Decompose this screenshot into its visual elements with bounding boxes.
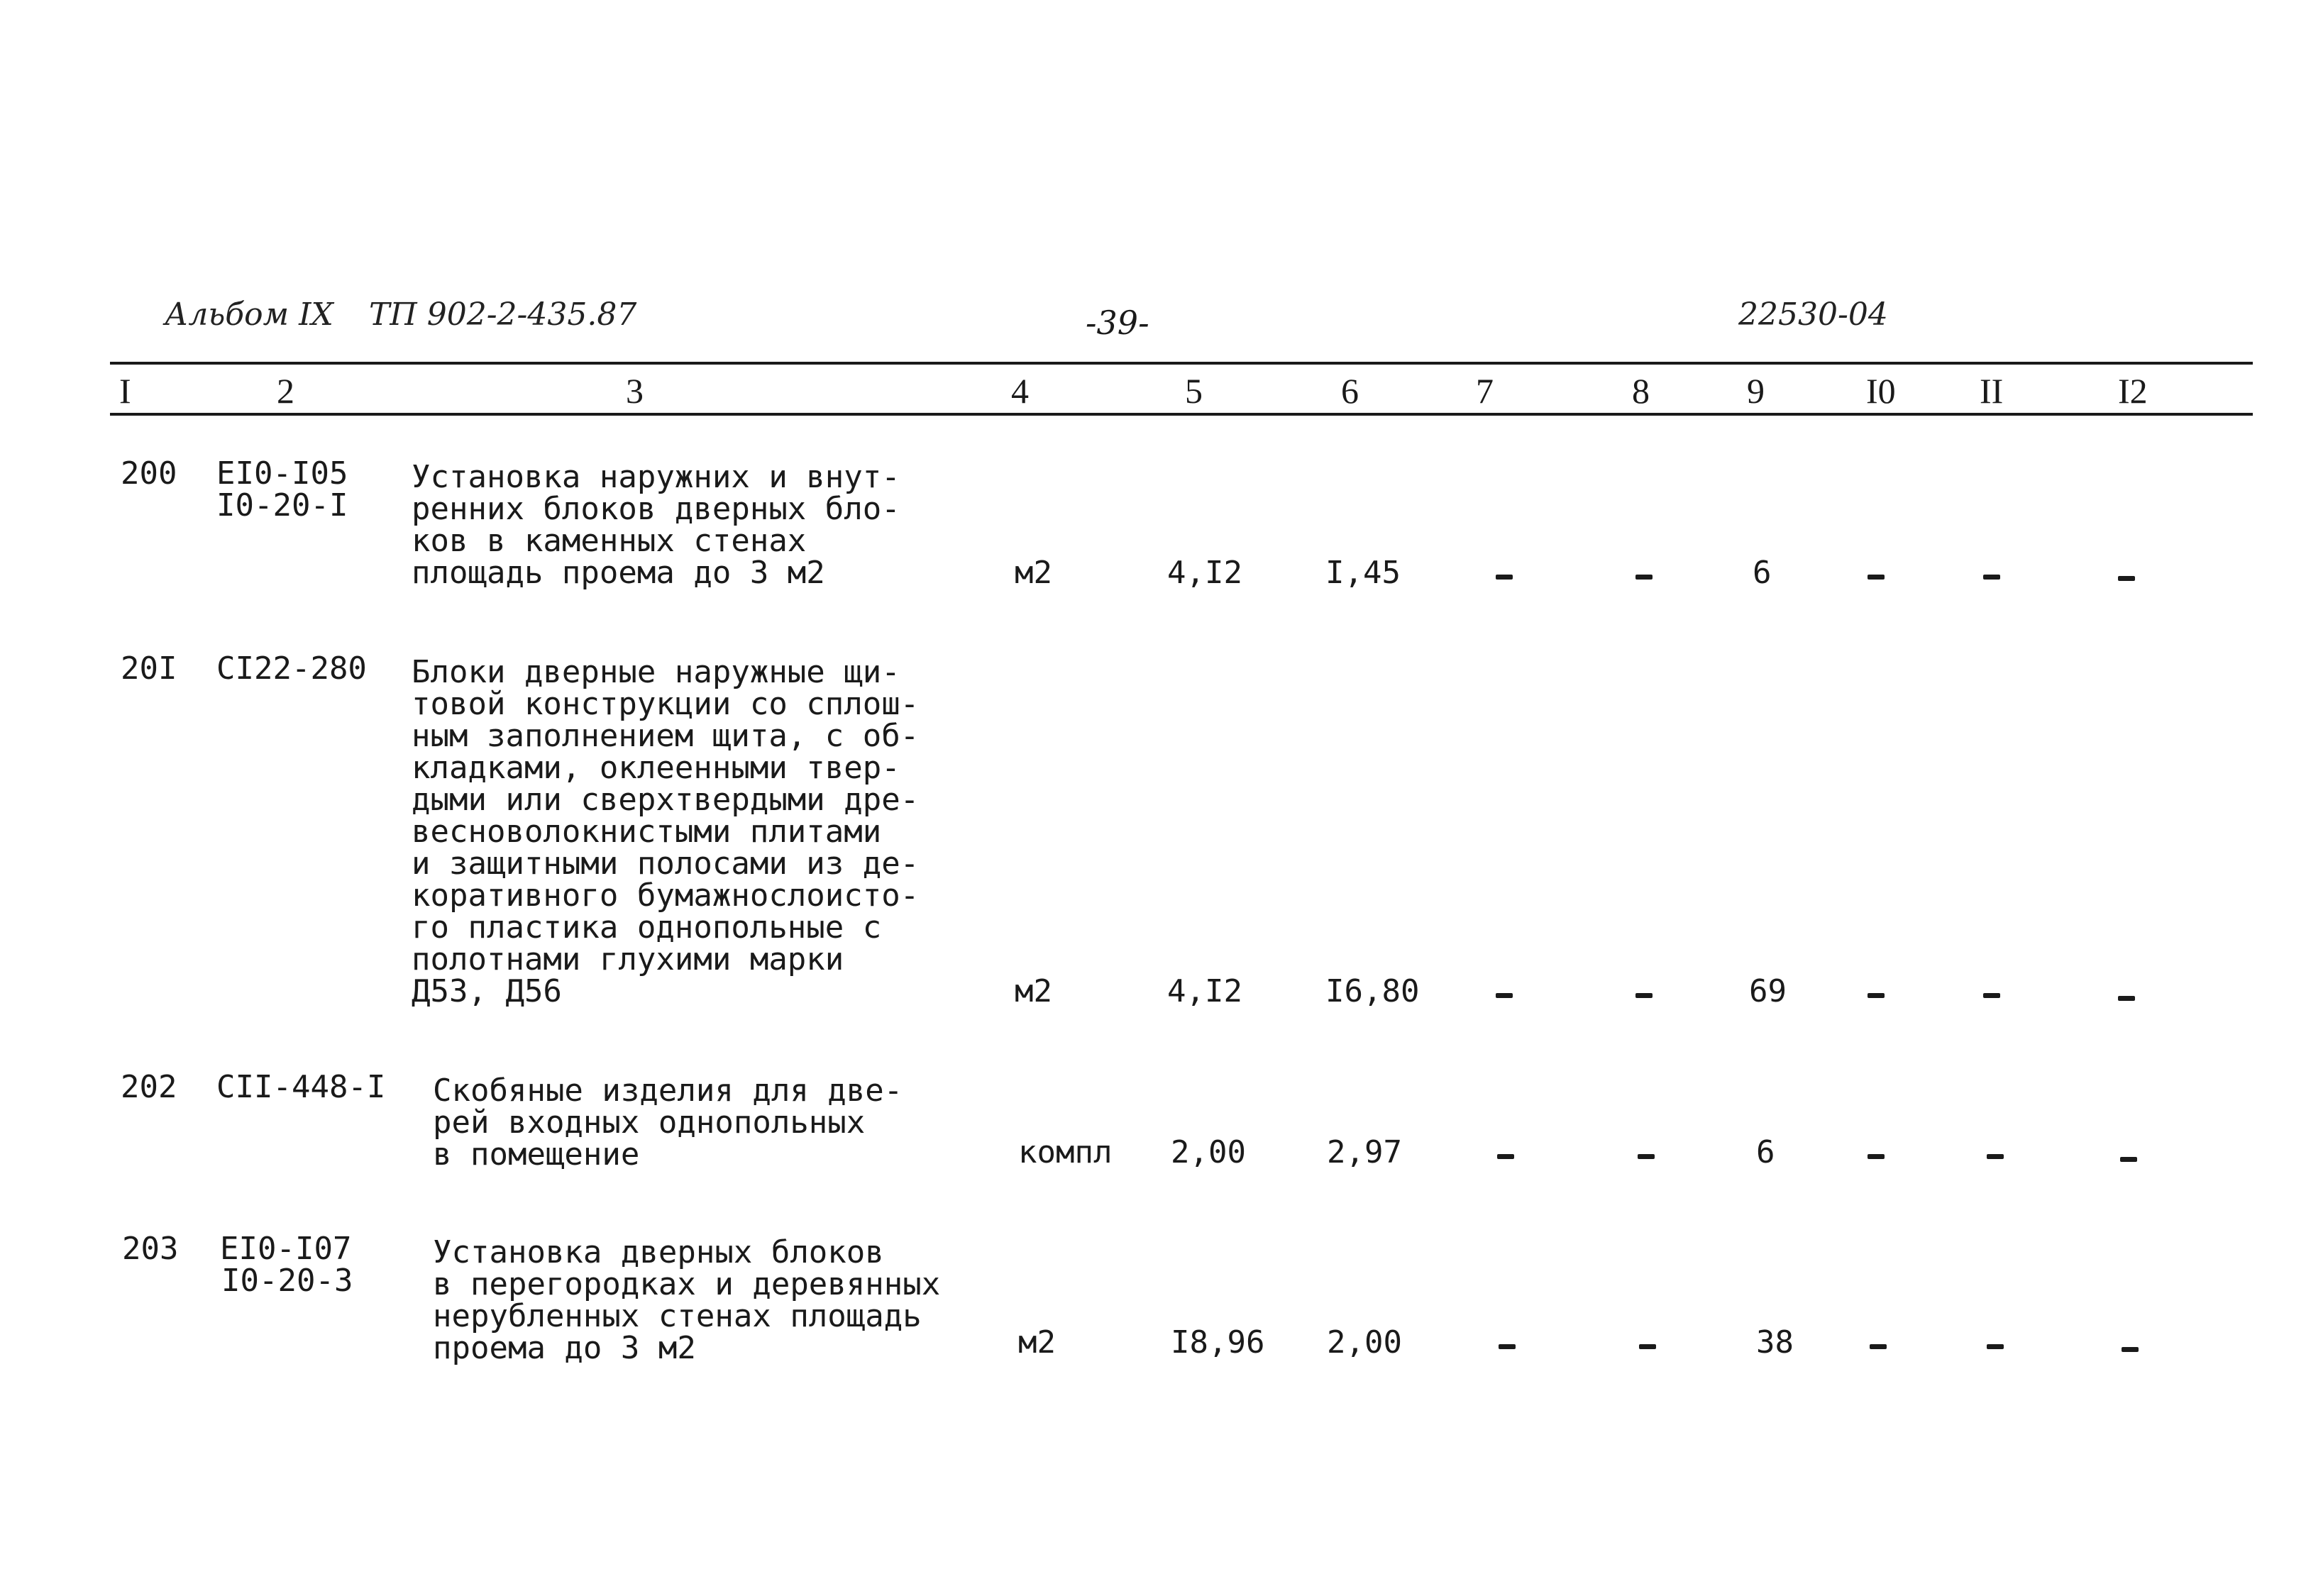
row-col11-dash (1983, 575, 2000, 580)
row-col6-value: 2,97 (1327, 1134, 1402, 1170)
row-col10-dash (1868, 993, 1885, 998)
row-description: Установка дверных блоков в перегородках и деревянных нерубленных стенах площадь проема до 3 м2 (433, 1234, 941, 1366)
row-col10-dash (1868, 1154, 1885, 1159)
column-header-5: 5 (1185, 371, 1203, 411)
row-code: I0-20-3 (221, 1263, 353, 1299)
header-bottom-rule (110, 413, 2253, 416)
row-unit: компл (1018, 1134, 1113, 1170)
row-col11-dash (1987, 1344, 2004, 1349)
column-header-6: 6 (1341, 371, 1359, 411)
row-description: Блоки дверные наружные щи- товой конструкции со сплош- ным заполнением щита, с об- кладками, оклеенными твер- дыми или сверхтвердыми дре- весноволокнистыми плитами и защитными полосами из де- коративного бумажнослоисто- го пластика однопольные с полотнами глухими марки Д53, Д56 (412, 654, 920, 1009)
row-unit: м2 (1015, 973, 1052, 1009)
row-number: 202 (121, 1069, 177, 1105)
row-col12-dash (2118, 996, 2135, 1001)
column-header-9: 9 (1747, 371, 1765, 411)
row-col6-value: I6,80 (1325, 973, 1420, 1009)
row-description: Установка наружних и внут- ренних блоков дверных бло- ков в каменных стенах площадь проема до 3 м2 (412, 459, 900, 591)
document-code: 22530-04 (1738, 297, 1888, 333)
page-number: -39- (1086, 304, 1149, 342)
row-col9-value: 6 (1753, 555, 1772, 591)
row-col6-value: 2,00 (1327, 1324, 1402, 1361)
row-code: EI0-I05 (216, 455, 348, 492)
top-rule (110, 362, 2253, 365)
row-col9-value: 38 (1756, 1324, 1794, 1361)
row-col11-dash (1987, 1154, 2004, 1159)
album-label: Альбом IX (165, 297, 333, 333)
row-number: 203 (122, 1231, 179, 1267)
column-header-2: 2 (277, 371, 294, 411)
row-code: EI0-I07 (220, 1231, 352, 1267)
row-col9-value: 6 (1756, 1134, 1775, 1170)
column-header-4: 4 (1011, 371, 1029, 411)
row-col5-value: I8,96 (1171, 1324, 1265, 1361)
row-code: CII-448-I (216, 1069, 386, 1105)
row-col5-value: 4,I2 (1167, 973, 1242, 1009)
row-unit: м2 (1018, 1324, 1056, 1361)
row-col7-dash (1499, 1344, 1516, 1349)
row-description: Скобяные изделия для две- рей входных однопольных в помещение (433, 1073, 903, 1173)
column-header-12: I2 (2118, 371, 2148, 411)
row-col10-dash (1868, 575, 1885, 580)
row-col8-dash (1639, 1344, 1656, 1349)
row-col5-value: 2,00 (1171, 1134, 1246, 1170)
row-col8-dash (1635, 993, 1653, 998)
row-col9-value: 69 (1749, 973, 1787, 1009)
row-number: 200 (121, 455, 177, 492)
row-col5-value: 4,I2 (1167, 555, 1242, 591)
column-header-1: I (119, 371, 131, 411)
column-header-11: II (1980, 371, 2004, 411)
row-col7-dash (1496, 575, 1513, 580)
row-col11-dash (1983, 993, 2000, 998)
column-header-8: 8 (1632, 371, 1650, 411)
row-col10-dash (1870, 1344, 1887, 1349)
row-code: CI22-280 (216, 650, 367, 687)
row-col8-dash (1635, 575, 1653, 580)
row-col12-dash (2122, 1347, 2139, 1352)
column-header-3: 3 (626, 371, 644, 411)
row-col7-dash (1497, 1154, 1514, 1159)
row-unit: м2 (1015, 555, 1052, 591)
row-number: 20I (121, 650, 177, 687)
row-col12-dash (2118, 576, 2135, 581)
row-col7-dash (1496, 993, 1513, 998)
column-header-10: I0 (1866, 371, 1896, 411)
row-code: I0-20-I (216, 487, 348, 523)
project-number: ТП 902-2-435.87 (369, 297, 637, 333)
row-col6-value: I,45 (1325, 555, 1401, 591)
column-header-7: 7 (1476, 371, 1494, 411)
row-col8-dash (1638, 1154, 1655, 1159)
row-col12-dash (2120, 1157, 2137, 1162)
